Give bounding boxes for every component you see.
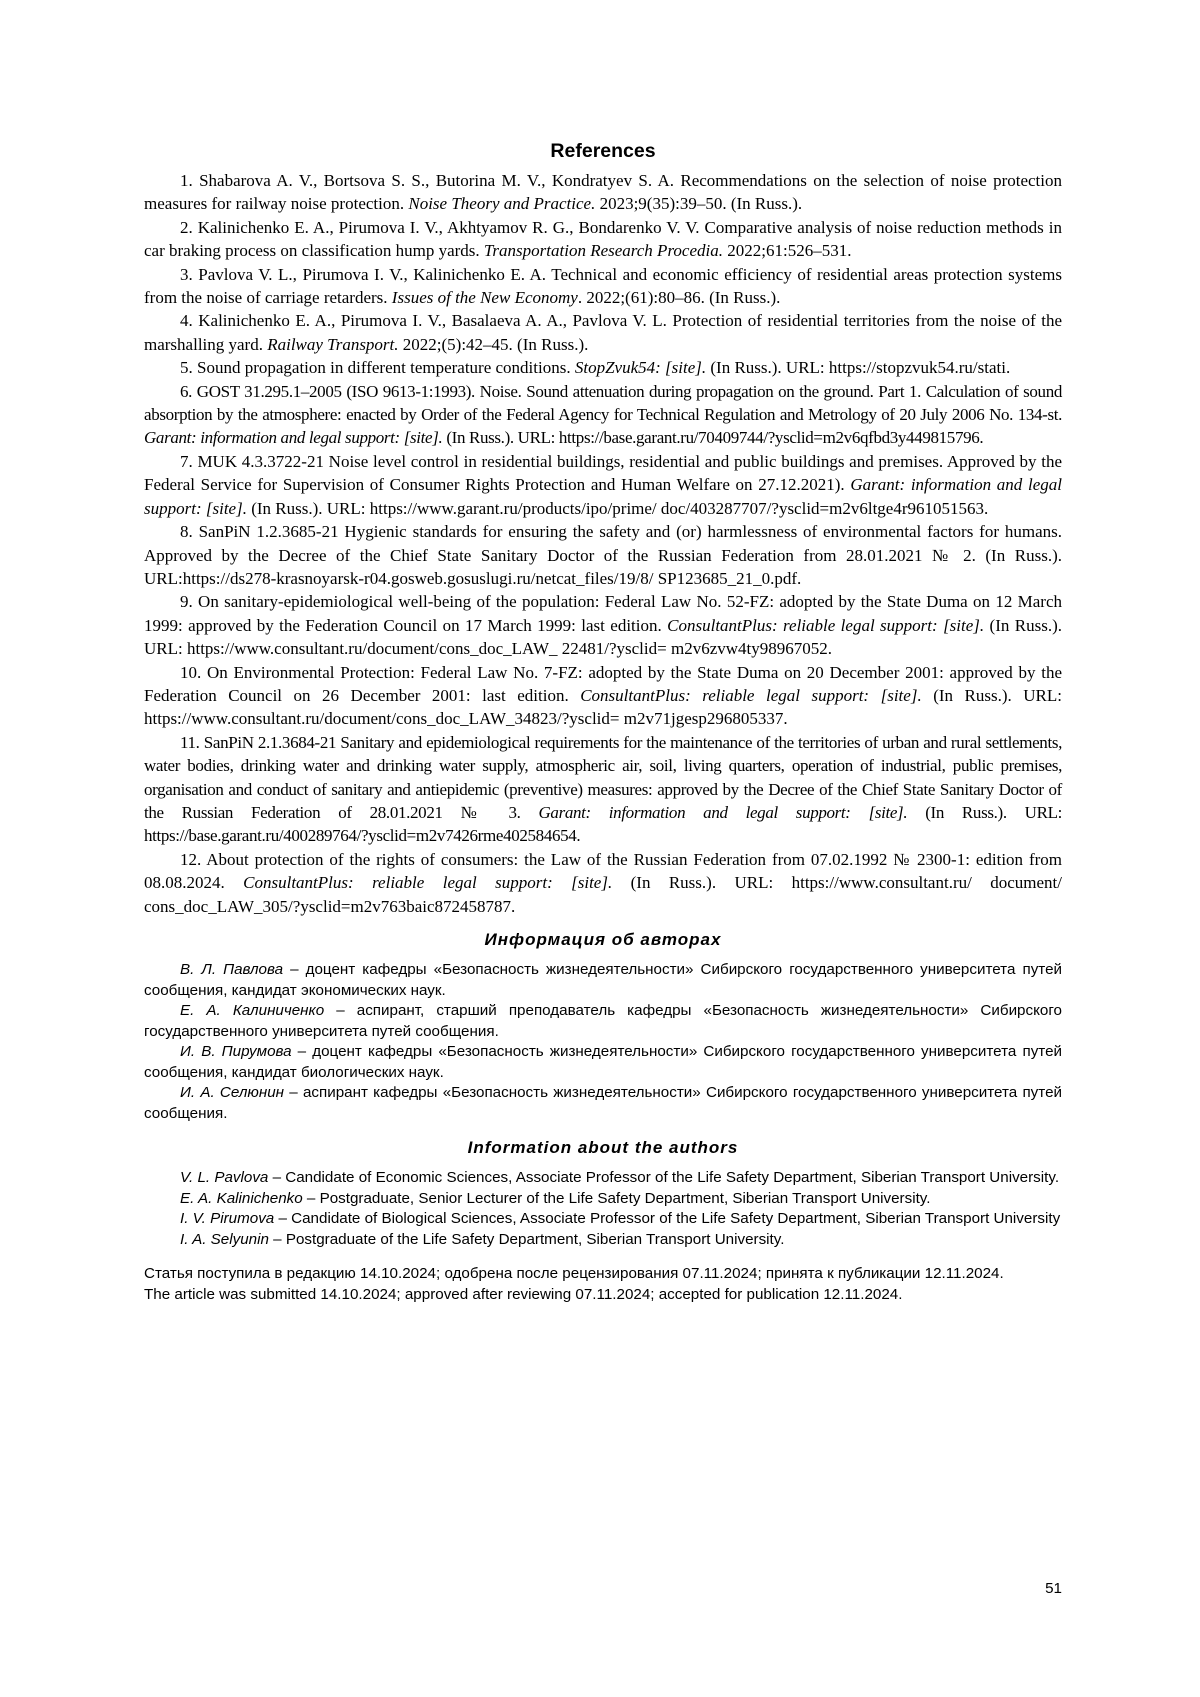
author-ru-item: И. А. Селюнин – аспирант кафедры «Безопасность жизнедеятельности» Сибирского государственного университета путей сообщения. xyxy=(144,1084,1062,1122)
reference-item xyxy=(144,309,1062,356)
reference-item xyxy=(144,731,1062,848)
authors-ru-list xyxy=(144,960,1062,1124)
reference-item xyxy=(144,520,1062,590)
reference-source-italic: Transportation Research Procedia. xyxy=(483,241,723,261)
reference-text: 2023;9(35):39–50. (In Russ.). xyxy=(595,194,803,214)
reference-source-italic: ConsultantPlus: reliable legal support: [site]. xyxy=(667,615,985,635)
reference-text: (In Russ.). URL: https://base.garant.ru/400289764/?ysclid=m2v7426rme402584654. xyxy=(144,802,1062,846)
reference-item xyxy=(144,169,1062,216)
author-ru-item: И. В. Пирумова – доцент кафедры «Безопасность жизнедеятельности» Сибирского государственного университета путей сообщения, кандидат биологических наук. xyxy=(144,1043,1062,1081)
references-heading: References xyxy=(550,140,656,162)
reference-item xyxy=(144,450,1062,520)
author-ru-item: Е. А. Калиниченко – аспирант, старший преподаватель кафедры «Безопасность жизнедеятельности» Сибирского государственного университета путей сообщения. xyxy=(144,1002,1063,1040)
reference-source-italic: ConsultantPlus: reliable legal support: [site]. xyxy=(243,873,613,893)
reference-text: (In Russ.). URL: https://www.consultant.ru/document/cons_doc_LAW_34823/?ysclid= m2v71jgesp296805337. xyxy=(144,685,1062,729)
reference-source-italic: Issues of the New Economy xyxy=(391,288,578,308)
reference-source-italic: Noise Theory and Practice. xyxy=(408,194,596,214)
author-en-item: I. V. Pirumova – Candidate of Biological Sciences, Associate Professor of the Life Safety Department, Siberian Transport University xyxy=(180,1210,1061,1227)
reference-item xyxy=(144,661,1062,731)
submission-dates xyxy=(144,1264,1062,1305)
reference-text: (In Russ.). URL: https://base.garant.ru/70409744/?ysclid=m2v6qfbd3y449815796. xyxy=(442,428,984,448)
reference-text: (In Russ.). URL: https://stopzvuk54.ru/stati. xyxy=(706,358,1011,378)
authors-en-list xyxy=(144,1168,1062,1250)
page-content xyxy=(144,140,1062,1305)
reference-source-italic: Garant: information and legal support: [site]. xyxy=(144,428,443,448)
reference-item xyxy=(144,356,1062,379)
reference-text: 7. MUK 4.3.3722-21 Noise level control in residential buildings, residential and public buildings and premises. Approved by the Federal Service for Supervision of Consumer Rights Protection and Human Welfare on 27.12.2021). xyxy=(144,451,1062,495)
reference-text: 12. About protection of the rights of consumers: the Law of the Russian Federation from 07.02.1992 № 2300-1: edition from 08.08.2024. xyxy=(144,849,1062,893)
reference-text: 5. Sound propagation in different temperature conditions. xyxy=(180,358,575,378)
reference-text: (In Russ.). URL: https://www.consultant.ru/document/cons_doc_LAW_ 22481/?ysclid= m2v6zvw4ty98967052. xyxy=(144,615,1062,659)
reference-text: 6. GOST 31.295.1–2005 (ISO 9613-1:1993). Noise. Sound attenuation during propagation on the ground. Part 1. Calculation of sound absorption by the atmosphere: enacted by Order of the Federal Agency for Technical Regulation and Metrology of 20 July 2006 No. 134-st. xyxy=(144,381,1062,425)
reference-item xyxy=(144,216,1062,263)
references-list xyxy=(144,169,1062,918)
reference-source-italic: ConsultantPlus: reliable legal support: [site]. xyxy=(580,685,922,705)
authors-en-heading: Information about the authors xyxy=(467,1138,739,1157)
reference-text: 2022;(5):42–45. (In Russ.). xyxy=(398,334,589,354)
reference-text: 2. Kalinichenko E. A., Pirumova I. V., Akhtyamov R. G., Bondarenko V. V. Comparative analysis of noise reduction methods in car braking process on classification hump yards. xyxy=(144,217,1062,261)
reference-text: 8. SanPiN 1.2.3685-21 Hygienic standards for ensuring the safety and (or) harmlessness of environmental factors for humans. Approved by the Decree of the Chief State Sanitary Doctor of the Russian Federation from 28.01.2021 № 2. (In Russ.). URL:https://ds278-krasnoyarsk-r04.gosweb.gosuslugi.ru/netcat_files/19/8/ SP123685_21_0.pdf. xyxy=(144,522,1062,588)
reference-item xyxy=(144,848,1062,918)
reference-text: 1. Shabarova A. V., Bortsova S. S., Butorina M. V., Kondratyev S. A. Recommendations on the selection of noise protection measures for railway noise protection. xyxy=(144,171,1062,214)
authors-ru-heading: Информация об авторах xyxy=(484,930,722,949)
reference-source-italic: Garant: information and legal support: [site]. xyxy=(144,475,1062,518)
reference-text: (In Russ.). URL: https://www.garant.ru/products/ipo/prime/ doc/403287707/?ysclid=m2v6ltge4r961051563. xyxy=(246,498,989,518)
reference-item xyxy=(144,590,1062,660)
author-en-item: V. L. Pavlova – Candidate of Economic Sciences, Associate Professor of the Life Safety Department, Siberian Transport University. xyxy=(180,1169,1060,1186)
reference-text: 10. On Environmental Protection: Federal Law No. 7-FZ: adopted by the State Duma on 20 December 2001: approved by the Federation Council on 26 December 2001: last edition. xyxy=(144,662,1062,705)
reference-text: 4. Kalinichenko E. A., Pirumova I. V., Basalaeva A. A., Pavlova V. L. Protection of residential territories from the noise of the marshalling yard. xyxy=(144,311,1062,354)
reference-source-italic: Railway Transport. xyxy=(267,334,399,354)
reference-text: 9. On sanitary-epidemiological well-being of the population: Federal Law No. 52-FZ: adopted by the State Duma on 12 March 1999: approved by the Federation Council on 17 March 1999: last edition. xyxy=(144,592,1062,635)
reference-text: (In Russ.). URL: https://www.consultant.ru/ document/ cons_doc_LAW_305/?ysclid=m2v763baic872458787. xyxy=(144,873,1062,916)
reference-text: 11. SanPiN 2.1.3684-21 Sanitary and epidemiological requirements for the maintenance of the territories of urban and rural settlements, water bodies, drinking water and drinking water supply, atmospheric air, soil, living quarters, operation of industrial, public premises, organisation and conduct of sanitary and antiepidemic (preventive) measures: approved by the Decree of the Chief State Sanitary Doctor of the Russian Federation of 28.01.2021 № 3. xyxy=(144,732,1062,822)
submission-dates-ru: Статья поступила в редакцию 14.10.2024; одобрена после рецензирования 07.11.2024; принята к публикации 12.11.2024. xyxy=(144,1265,1004,1282)
reference-item xyxy=(144,263,1062,310)
reference-item xyxy=(144,380,1062,450)
author-ru-item: В. Л. Павлова – доцент кафедры «Безопасность жизнедеятельности» Сибирского государственного университета путей сообщения, кандидат экономических наук. xyxy=(144,961,1062,999)
reference-source-italic: StopZvuk54: [site]. xyxy=(574,358,707,378)
author-en-item: I. A. Selyunin – Postgraduate of the Life Safety Department, Siberian Transport University. xyxy=(180,1230,785,1248)
reference-text: . 2022;(61):80–86. (In Russ.). xyxy=(577,288,781,308)
author-en-item: E. A. Kalinichenko – Postgraduate, Senior Lecturer of the Life Safety Department, Siberian Transport University. xyxy=(180,1189,931,1207)
reference-text: 2022;61:526–531. xyxy=(723,241,852,261)
reference-source-italic: Garant: information and legal support: [site]. xyxy=(538,802,908,822)
reference-text: 3. Pavlova V. L., Pirumova I. V., Kalinichenko E. A. Technical and economic efficiency of residential areas protection systems from the noise of carriage retarders. xyxy=(144,264,1062,308)
submission-dates-en: The article was submitted 14.10.2024; approved after reviewing 07.11.2024; accepted for publication 12.11.2024. xyxy=(144,1285,903,1303)
page-number: 51 xyxy=(1045,1580,1062,1597)
